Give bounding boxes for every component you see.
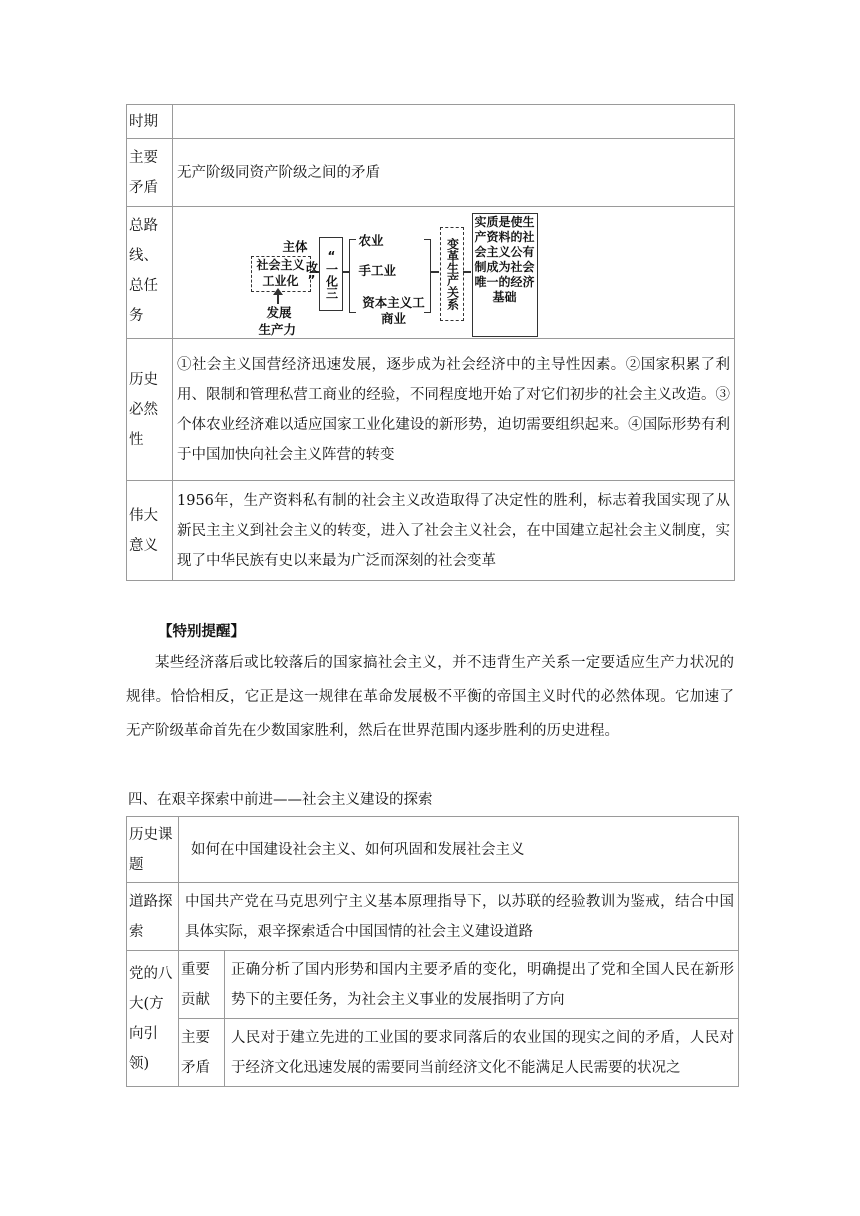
row-content: 中国共产党在马克思列宁主义基本原理指导下，以苏联的经验教训为鉴戒，结合中国具体实际，艰辛探索适合中国国情的社会主义建设道路 bbox=[179, 883, 739, 951]
sub-label: 重要贡献 bbox=[179, 951, 225, 1019]
reform-relations-box: 变革生产关系 bbox=[440, 227, 464, 321]
row-label: 时期 bbox=[127, 105, 173, 139]
connector-line bbox=[463, 271, 471, 273]
table-row bbox=[127, 139, 735, 207]
row-content: 1956年，生产资料私有制的社会主义改造取得了决定性的胜利，标志着我国实现了从新民主主义到社会主义的转变，进入了社会主义社会，在中国建立起社会主义制度，实现了中华民族有史以来最为广泛而深刻的社会变革 bbox=[173, 481, 735, 581]
row-content bbox=[173, 105, 735, 139]
row-label: 历史课题 bbox=[127, 817, 179, 883]
table-row bbox=[127, 105, 735, 139]
row-label: 历史必然性 bbox=[127, 339, 173, 481]
row-label: 伟大意义 bbox=[127, 481, 173, 581]
row-label: 主要矛盾 bbox=[127, 139, 173, 207]
reminder-text: 某些经济落后或比较落后的国家搞社会主义，并不违背生产关系一定要适应生产力状况的规律。恰恰相反，它正是这一规律在革命发展极不平衡的帝国主义时代的必然体现。它加速了无产阶级革命首先在少数国家胜利，然后在世界范围内逐步胜利的历史进程。 bbox=[126, 655, 734, 739]
yihua-sangai-box: “一化三改” bbox=[319, 237, 343, 311]
transition-period-table bbox=[126, 104, 735, 581]
section-title: 四、在艰辛探索中前进——社会主义建设的探索 bbox=[128, 792, 433, 808]
row-label: 道路探索 bbox=[127, 883, 179, 951]
row-label: 党的八大(方向引领) bbox=[127, 951, 179, 1087]
connector-line bbox=[431, 271, 439, 273]
table-row bbox=[127, 481, 735, 581]
arrow-up-icon bbox=[273, 288, 283, 295]
table-row bbox=[127, 883, 739, 951]
row-label: 总路线、总任务 bbox=[127, 207, 173, 339]
sub-content: 正确分析了国内形势和国内主要矛盾的变化，明确提出了党和全国人民在新形势下的主要任务，为社会主义事业的发展指明了方向 bbox=[225, 951, 739, 1019]
socialist-construction-table bbox=[126, 816, 739, 1087]
table-row bbox=[127, 339, 735, 481]
subject-label: 主体 bbox=[282, 238, 308, 254]
industrialization-box: 社会主义工业化 bbox=[251, 256, 311, 292]
branch-bracket bbox=[349, 239, 356, 313]
table-row bbox=[127, 817, 739, 883]
row-content: ①社会主义国营经济迅速发展，逐步成为社会经济中的主导性因素。②国家积累了利用、限制和管理私营工商业的经验，不同程度地开始了对它们初步的社会主义改造。③个体农业经济难以适应国家工业化建设的新形势，迫切需要组织起来。④国际形势有利于中国加快向社会主义阵营的转变 bbox=[173, 339, 735, 481]
productivity-label: 生产力 bbox=[258, 321, 297, 337]
table-row bbox=[127, 1019, 739, 1087]
reminder-heading: 【特别提醒】 bbox=[158, 624, 245, 640]
table-row bbox=[127, 951, 739, 1019]
general-line-diagram bbox=[249, 211, 659, 337]
branch-bracket-right bbox=[424, 239, 431, 313]
sub-label: 主要矛盾 bbox=[179, 1019, 225, 1087]
row-content: 无产阶级同资产阶级之间的矛盾 bbox=[173, 139, 735, 207]
sub-content: 人民对于建立先进的工业国的要求同落后的农业国的现实之间的矛盾，人民对于经济文化迅速发展的需要同当前经济文化不能满足人民需要的状况之 bbox=[225, 1019, 739, 1087]
branch-handicraft: 手工业 bbox=[358, 262, 397, 278]
table-row bbox=[127, 207, 735, 339]
develop-label: 发展 bbox=[266, 304, 292, 320]
general-line-diagram-cell bbox=[173, 207, 735, 339]
branch-agriculture: 农业 bbox=[358, 232, 384, 248]
essence-box: 实质是使生产资料的社会主义公有制成为社会唯一的经济基础 bbox=[472, 213, 538, 337]
branch-capitalist-commerce: 资本主义工商业 bbox=[362, 294, 425, 326]
row-content: 如何在中国建设社会主义、如何巩固和发展社会主义 bbox=[179, 817, 739, 883]
